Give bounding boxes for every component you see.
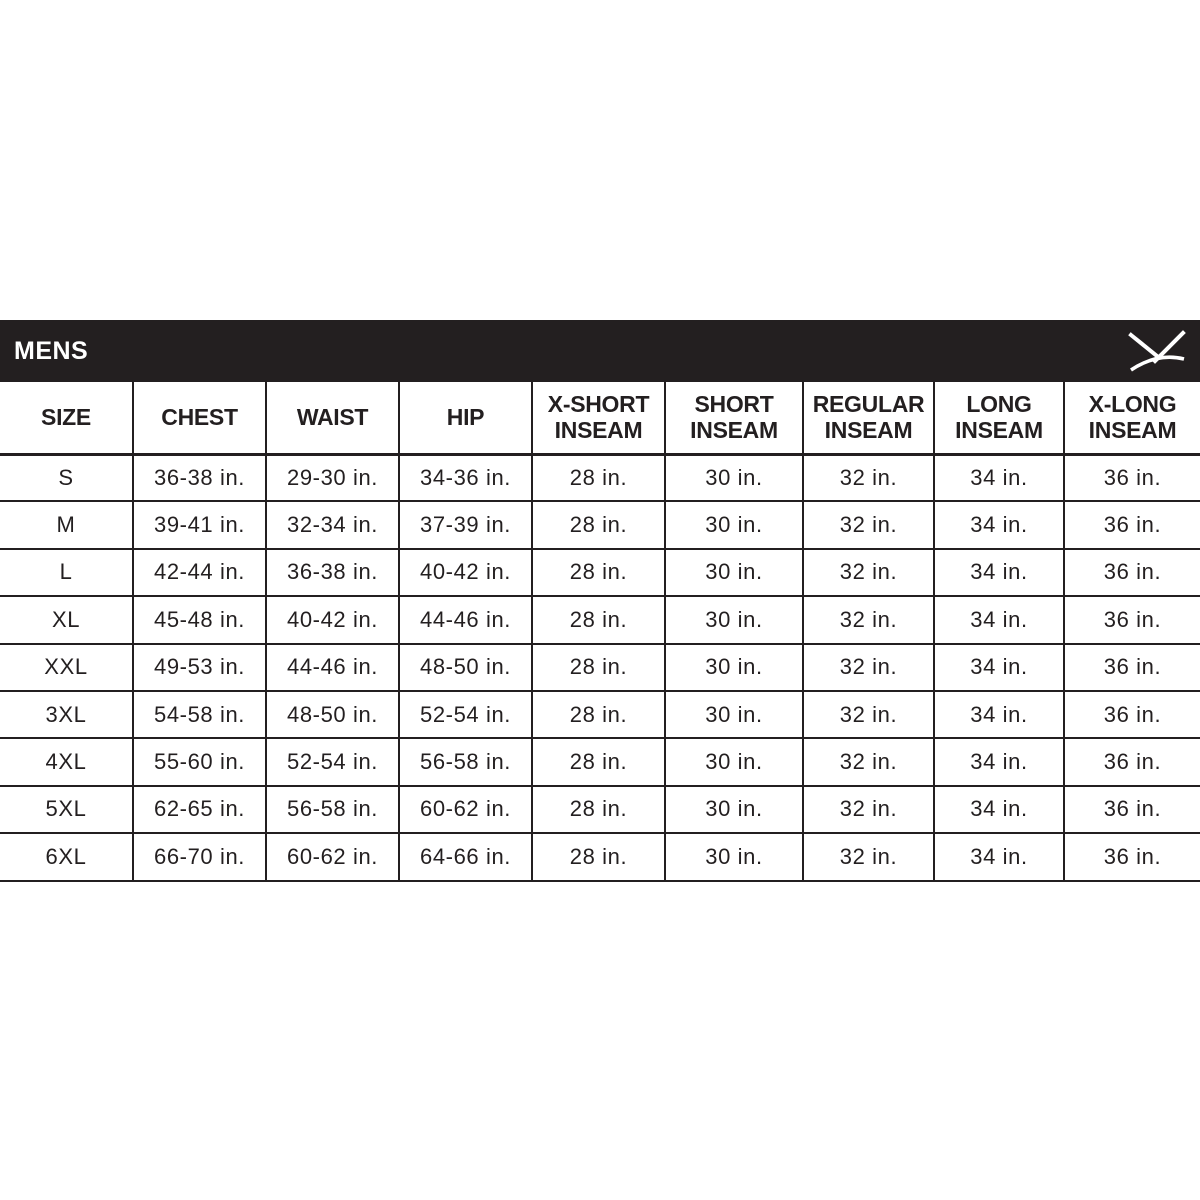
header-label: X-SHORT bbox=[547, 391, 650, 418]
waist-cell: 56-58 in. bbox=[266, 786, 399, 833]
long-inseam-cell: 34 in. bbox=[934, 786, 1064, 833]
hip-cell: 52-54 in. bbox=[399, 691, 532, 738]
long-inseam-cell: 34 in. bbox=[934, 549, 1064, 596]
x-long-inseam-cell: 36 in. bbox=[1064, 454, 1200, 501]
chest-cell: 62-65 in. bbox=[133, 786, 266, 833]
header-label: INSEAM bbox=[824, 417, 913, 444]
size-cell: 3XL bbox=[0, 691, 133, 738]
hip-cell: 60-62 in. bbox=[399, 786, 532, 833]
chest-cell: 45-48 in. bbox=[133, 596, 266, 643]
table-header bbox=[0, 382, 1200, 454]
header-label: HIP bbox=[446, 404, 485, 431]
regular-inseam-cell: 32 in. bbox=[803, 833, 934, 880]
x-short-inseam-cell: 28 in. bbox=[532, 549, 665, 596]
table-row bbox=[0, 596, 1200, 643]
header-size bbox=[0, 382, 133, 454]
short-inseam-cell: 30 in. bbox=[665, 549, 803, 596]
waist-cell: 40-42 in. bbox=[266, 596, 399, 643]
x-short-inseam-cell: 28 in. bbox=[532, 833, 665, 880]
x-long-inseam-cell: 36 in. bbox=[1064, 501, 1200, 548]
size-cell: L bbox=[0, 549, 133, 596]
brand-logo-icon bbox=[1128, 330, 1186, 372]
size-cell: M bbox=[0, 501, 133, 548]
chart-title: MENS bbox=[14, 337, 89, 365]
x-short-inseam-cell: 28 in. bbox=[532, 644, 665, 691]
size-table-body bbox=[0, 454, 1200, 881]
hip-cell: 64-66 in. bbox=[399, 833, 532, 880]
short-inseam-cell: 30 in. bbox=[665, 833, 803, 880]
short-inseam-cell: 30 in. bbox=[665, 786, 803, 833]
header-row bbox=[0, 382, 1200, 454]
short-inseam-cell: 30 in. bbox=[665, 501, 803, 548]
regular-inseam-cell: 32 in. bbox=[803, 691, 934, 738]
table-row bbox=[0, 833, 1200, 880]
header-label: SIZE bbox=[41, 404, 91, 431]
chest-cell: 42-44 in. bbox=[133, 549, 266, 596]
regular-inseam-cell: 32 in. bbox=[803, 596, 934, 643]
size-cell: XXL bbox=[0, 644, 133, 691]
waist-cell: 44-46 in. bbox=[266, 644, 399, 691]
header-waist bbox=[266, 382, 399, 454]
hip-cell: 56-58 in. bbox=[399, 738, 532, 785]
short-inseam-cell: 30 in. bbox=[665, 738, 803, 785]
hip-cell: 44-46 in. bbox=[399, 596, 532, 643]
long-inseam-cell: 34 in. bbox=[934, 833, 1064, 880]
table-row bbox=[0, 786, 1200, 833]
x-short-inseam-cell: 28 in. bbox=[532, 454, 665, 501]
waist-cell: 60-62 in. bbox=[266, 833, 399, 880]
header-label: INSEAM bbox=[1088, 417, 1177, 444]
x-short-inseam-cell: 28 in. bbox=[532, 596, 665, 643]
long-inseam-cell: 34 in. bbox=[934, 738, 1064, 785]
chest-cell: 54-58 in. bbox=[133, 691, 266, 738]
regular-inseam-cell: 32 in. bbox=[803, 738, 934, 785]
header-x-long-inseam bbox=[1064, 382, 1200, 454]
waist-cell: 29-30 in. bbox=[266, 454, 399, 501]
header-long-inseam bbox=[934, 382, 1064, 454]
long-inseam-cell: 34 in. bbox=[934, 644, 1064, 691]
title-bar bbox=[0, 320, 1200, 382]
regular-inseam-cell: 32 in. bbox=[803, 454, 934, 501]
table-row bbox=[0, 738, 1200, 785]
hip-cell: 40-42 in. bbox=[399, 549, 532, 596]
regular-inseam-cell: 32 in. bbox=[803, 786, 934, 833]
short-inseam-cell: 30 in. bbox=[665, 454, 803, 501]
x-long-inseam-cell: 36 in. bbox=[1064, 833, 1200, 880]
header-label: CHEST bbox=[161, 404, 238, 431]
chest-cell: 55-60 in. bbox=[133, 738, 266, 785]
x-short-inseam-cell: 28 in. bbox=[532, 738, 665, 785]
header-hip bbox=[399, 382, 532, 454]
header-label: INSEAM bbox=[955, 417, 1043, 444]
header-label: SHORT bbox=[694, 391, 774, 418]
x-long-inseam-cell: 36 in. bbox=[1064, 786, 1200, 833]
x-short-inseam-cell: 28 in. bbox=[532, 786, 665, 833]
long-inseam-cell: 34 in. bbox=[934, 691, 1064, 738]
waist-cell: 48-50 in. bbox=[266, 691, 399, 738]
chest-cell: 36-38 in. bbox=[133, 454, 266, 501]
table-row bbox=[0, 549, 1200, 596]
long-inseam-cell: 34 in. bbox=[934, 454, 1064, 501]
chest-cell: 49-53 in. bbox=[133, 644, 266, 691]
x-short-inseam-cell: 28 in. bbox=[532, 691, 665, 738]
waist-cell: 36-38 in. bbox=[266, 549, 399, 596]
regular-inseam-cell: 32 in. bbox=[803, 644, 934, 691]
size-table bbox=[0, 382, 1200, 882]
regular-inseam-cell: 32 in. bbox=[803, 501, 934, 548]
table-row bbox=[0, 501, 1200, 548]
size-cell: 6XL bbox=[0, 833, 133, 880]
size-cell: S bbox=[0, 454, 133, 501]
table-row bbox=[0, 691, 1200, 738]
header-chest bbox=[133, 382, 266, 454]
chest-cell: 39-41 in. bbox=[133, 501, 266, 548]
header-short-inseam bbox=[665, 382, 803, 454]
table-row bbox=[0, 454, 1200, 501]
size-cell: XL bbox=[0, 596, 133, 643]
long-inseam-cell: 34 in. bbox=[934, 501, 1064, 548]
header-label: INSEAM bbox=[690, 417, 778, 444]
waist-cell: 32-34 in. bbox=[266, 501, 399, 548]
short-inseam-cell: 30 in. bbox=[665, 644, 803, 691]
short-inseam-cell: 30 in. bbox=[665, 691, 803, 738]
header-regular-inseam bbox=[803, 382, 934, 454]
x-long-inseam-cell: 36 in. bbox=[1064, 691, 1200, 738]
long-inseam-cell: 34 in. bbox=[934, 596, 1064, 643]
header-label: LONG bbox=[966, 391, 1032, 418]
hip-cell: 37-39 in. bbox=[399, 501, 532, 548]
hip-cell: 34-36 in. bbox=[399, 454, 532, 501]
chest-cell: 66-70 in. bbox=[133, 833, 266, 880]
size-cell: 5XL bbox=[0, 786, 133, 833]
header-label: INSEAM bbox=[554, 417, 643, 444]
waist-cell: 52-54 in. bbox=[266, 738, 399, 785]
hip-cell: 48-50 in. bbox=[399, 644, 532, 691]
short-inseam-cell: 30 in. bbox=[665, 596, 803, 643]
header-label: X-LONG bbox=[1088, 391, 1177, 418]
header-label: WAIST bbox=[296, 404, 369, 431]
regular-inseam-cell: 32 in. bbox=[803, 549, 934, 596]
x-long-inseam-cell: 36 in. bbox=[1064, 644, 1200, 691]
x-long-inseam-cell: 36 in. bbox=[1064, 596, 1200, 643]
header-label: REGULAR bbox=[812, 391, 925, 418]
x-long-inseam-cell: 36 in. bbox=[1064, 738, 1200, 785]
x-long-inseam-cell: 36 in. bbox=[1064, 549, 1200, 596]
size-cell: 4XL bbox=[0, 738, 133, 785]
x-short-inseam-cell: 28 in. bbox=[532, 501, 665, 548]
table-row bbox=[0, 644, 1200, 691]
header-x-short-inseam bbox=[532, 382, 665, 454]
